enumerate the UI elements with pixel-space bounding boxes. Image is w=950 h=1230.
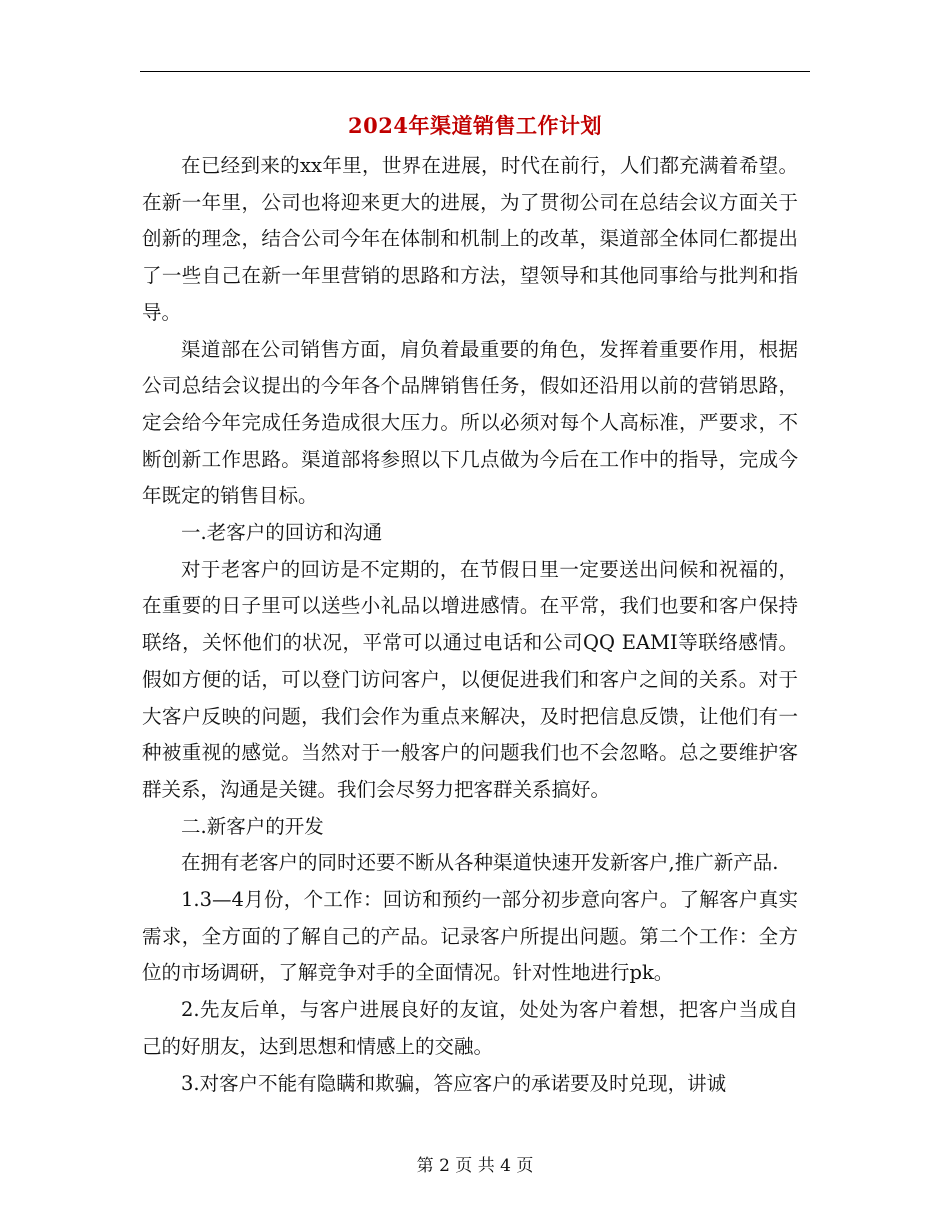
intro-paragraph: 在已经到来的xx年里，世界在进展，时代在前行，人们都充满着希望。在新一年里，公司也将迎来更大的进展，为了贯彻公司在总结会议方面关于创新的理念，结合公司今年在体制和机制上的改革，渠道部全体同仁都提出了一些自己在新一年里营销的思路和方法，望领导和其他同事给与批判和指导。: [142, 154, 798, 324]
list-item-2: 2.先友后单，与客户进展良好的友谊，处处为客户着想，把客户当成自己的好朋友，达到思想和情感上的交融。: [142, 998, 798, 1058]
section-heading-new-clients: 二.新客户的开发: [181, 814, 324, 838]
document-body: [142, 148, 798, 1102]
old-clients-paragraph: 对于老客户的回访是不定期的，在节假日里一定要送出问候和祝福的，在重要的日子里可以送些小礼品以增进感情。在平常，我们也要和客户保持联络，关怀他们的状况，平常可以通过电话和公司QQ EAMI等联络感情。假如方便的话，可以登门访问客户，以便促进我们和客户之间的关系。对于大客户反映的问题，我们会作为重点来解决，及时把信息反馈，让他们有一种被重视的感觉。当然对于一般客户的问题我们也不会忽略。总之要维护客群关系，沟通是关键。我们会尽努力把客群关系搞好。: [142, 557, 798, 801]
new-clients-paragraph: 在拥有老客户的同时还要不断从各种渠道快速开发新客户,推广新产品.: [181, 851, 779, 875]
header-rule: [140, 71, 810, 72]
list-item-1: 1.3—4月份，个工作：回访和预约一部分初步意向客户。了解客户真实需求，全方面的了解自己的产品。记录客户所提出问题。第二个工作：全方位的市场调研，了解竞争对手的全面情况。针对性地进行pk。: [142, 888, 798, 985]
role-paragraph: 渠道部在公司销售方面，肩负着最重要的角色，发挥着重要作用，根据公司总结会议提出的今年各个品牌销售任务，假如还沿用以前的营销思路，定会给今年完成任务造成很大压力。所以必须对每个人高标准，严要求，不断创新工作思路。渠道部将参照以下几点做为今后在工作中的指导，完成今年既定的销售目标。: [142, 337, 798, 508]
list-item-3: 3.对客户不能有隐瞒和欺骗，答应客户的承诺要及时兑现，讲诚: [181, 1071, 727, 1095]
document-title: 2024年渠道销售工作计划: [348, 113, 602, 138]
page-number-footer: 第 2 页 共 4 页: [416, 1156, 534, 1176]
section-heading-old-clients: 一.老客户的回访和沟通: [181, 521, 383, 545]
